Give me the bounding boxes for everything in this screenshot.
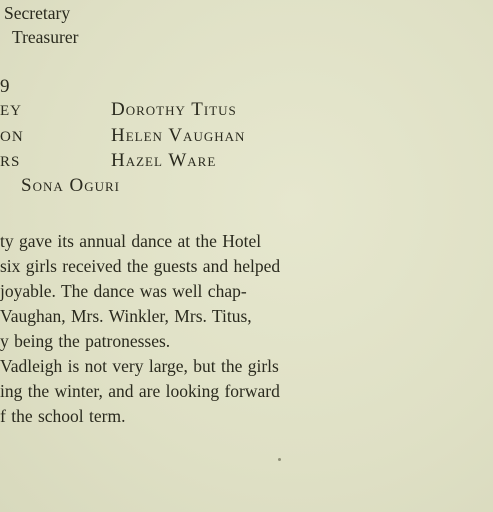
member-sona-oguri: Sona Oguri [21,175,120,196]
officer-secretary: Secretary [4,3,71,23]
paragraph-line: joyable. The dance was well chap- [0,281,247,301]
officer-treasurer: Treasurer [12,27,79,47]
member-left-2: ON [0,129,24,145]
paragraph-line: f the school term. [0,406,126,426]
member-left-1: EY [0,103,22,119]
paragraph-line: y being the patronesses. [0,331,171,351]
member-left-3: RS [0,154,21,170]
year-fragment: 9 [0,76,10,97]
member-dorothy-titus: Dorothy Titus [111,99,237,120]
paragraph-line: Vaughan, Mrs. Winkler, Mrs. Titus, [0,306,252,326]
paragraph-line: ing the winter, and are looking forward [0,381,280,401]
member-hazel-ware: Hazel Ware [111,150,217,171]
paper-speck [278,458,281,461]
paragraph-line: Vadleigh is not very large, but the girls [0,356,279,376]
dance-paragraph [0,229,280,429]
paragraph-line: ty gave its annual dance at the Hotel [0,231,262,251]
member-helen-vaughan: Helen Vaughan [111,125,246,146]
paragraph-line: six girls received the guests and helped [0,256,281,276]
